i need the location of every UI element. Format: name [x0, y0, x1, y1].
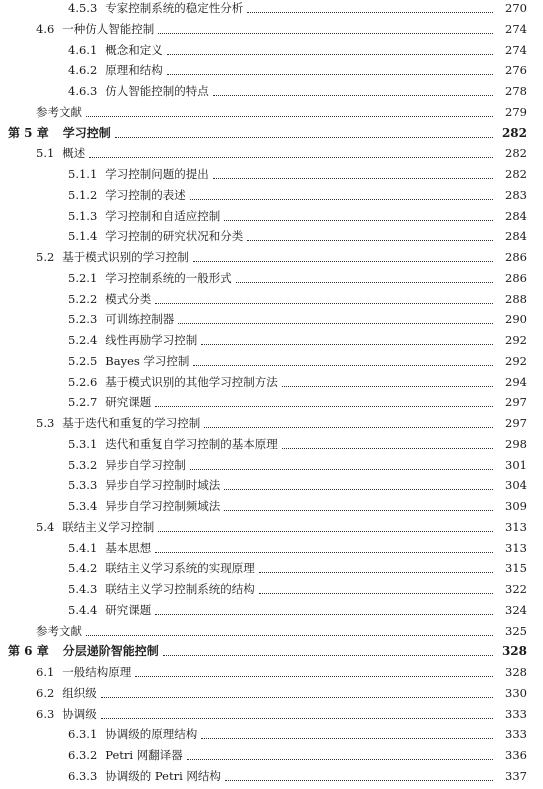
toc-entry-title: 一种仿人智能控制: [62, 21, 155, 36]
toc-entry-title: 参考文献: [36, 623, 82, 638]
toc-entry-number: 5.1.2: [68, 187, 98, 202]
toc-entry: [0, 661, 543, 683]
dot-leader: [155, 613, 493, 615]
dot-leader: [163, 654, 493, 656]
toc-entry-page-number: 324: [505, 602, 527, 617]
toc-entry-page-number: 322: [505, 582, 527, 596]
dot-leader: [135, 675, 493, 677]
toc-entry-page-number: 286: [505, 270, 527, 285]
toc-entry: [0, 391, 543, 413]
dot-leader: [204, 426, 493, 428]
dot-leader: [247, 239, 493, 241]
dot-leader: [101, 717, 493, 719]
dot-leader: [155, 551, 493, 553]
dot-leader: [193, 260, 493, 262]
toc-entry-page-number: 336: [505, 748, 527, 762]
toc-entry-number: 5.1.4: [68, 229, 98, 244]
toc-entry-title: 原理和结构: [105, 63, 163, 78]
toc-entry-title: 研究课题: [105, 602, 152, 617]
toc-entry: [0, 433, 543, 455]
toc-entry-title: 联结主义学习系统的实现原理: [105, 561, 255, 576]
toc-entry-number: 6.1: [36, 665, 55, 679]
toc-entry-title: 协调级的原理结构: [105, 727, 198, 742]
toc-entry: [0, 537, 543, 559]
toc-entry-page-number: 337: [505, 768, 527, 783]
toc-entry-page-number: 282: [501, 125, 527, 140]
toc-entry-page-number: 292: [505, 333, 527, 347]
toc-entry: [0, 620, 543, 642]
toc-entry-number: 6.3.2: [68, 748, 98, 762]
dot-leader: [259, 571, 493, 573]
toc-entry-page-number: 290: [505, 312, 527, 327]
toc-entry-number: 5.3.2: [68, 457, 98, 472]
dot-leader: [224, 488, 493, 490]
dot-leader: [247, 11, 493, 13]
toc-entry-page-number: 284: [505, 229, 527, 244]
dot-leader: [224, 509, 493, 511]
dot-leader: [213, 94, 493, 96]
toc-entry-number: 第 5 章: [8, 125, 49, 140]
toc-entry-number: 5.4.4: [68, 602, 98, 617]
toc-entry-title: 学习控制问题的提出: [105, 167, 209, 181]
toc-entry-page-number: 328: [505, 665, 527, 679]
dot-leader: [225, 779, 493, 781]
toc-entry: [0, 267, 543, 289]
toc-entry-title: 基本思想: [105, 540, 152, 555]
dot-leader: [158, 530, 493, 532]
dot-leader: [86, 634, 493, 636]
dot-leader: [236, 281, 493, 283]
toc-entry-number: 5.2.7: [68, 395, 98, 410]
toc-entry-title: 异步自学习控制时域法: [105, 478, 221, 493]
toc-entry-number: 6.3: [36, 706, 55, 721]
toc-entry-number: 5.4.3: [68, 582, 98, 596]
dot-leader: [155, 302, 493, 304]
toc-entry-title: 基于迭代和重复的学习控制: [62, 416, 201, 430]
toc-entry-title: 组织级: [62, 685, 97, 700]
toc-entry-number: 6.3.1: [68, 727, 98, 742]
toc-entry-page-number: 270: [505, 1, 527, 15]
toc-entry: [0, 371, 543, 393]
toc-entry-title: 仿人智能控制的特点: [105, 84, 209, 98]
toc-entry-page-number: 282: [505, 167, 527, 181]
toc-entry-title: 可训练控制器: [105, 312, 175, 327]
toc-entry: [0, 495, 543, 517]
toc-entry-number: 5.4: [36, 519, 55, 534]
dot-leader: [178, 322, 493, 324]
toc-entry-page-number: 279: [505, 104, 527, 119]
toc-entry-title: 研究课题: [105, 395, 152, 410]
toc-entry-page-number: 274: [505, 21, 527, 36]
toc-entry-page-number: 297: [505, 416, 527, 430]
toc-entry: [0, 308, 543, 330]
toc-entry-title: 学习控制和自适应控制: [105, 208, 221, 223]
toc-entry-page-number: 325: [505, 623, 527, 638]
toc-entry-title: 概念和定义: [105, 42, 163, 57]
toc-entry: [0, 288, 543, 310]
toc-entry: [0, 744, 543, 766]
toc-entry-number: 4.5.3: [68, 1, 98, 15]
toc-entry-page-number: 304: [505, 478, 527, 493]
toc-entry-number: 5.3.4: [68, 499, 98, 513]
dot-leader: [213, 177, 493, 179]
toc-entry-title: 基于模式识别的其他学习控制方法: [105, 374, 278, 389]
toc-entry: [0, 516, 543, 538]
toc-entry: [0, 18, 543, 40]
dot-leader: [158, 32, 493, 34]
toc-entry-title: 协调级的 Petri 网结构: [105, 768, 221, 783]
toc-entry-number: 5.4.2: [68, 561, 98, 576]
toc-entry: [0, 329, 543, 351]
dot-leader: [89, 156, 493, 158]
toc-entry-page-number: 301: [505, 457, 527, 472]
dot-leader: [167, 73, 493, 75]
dot-leader: [101, 696, 493, 698]
toc-entry-page-number: 294: [505, 374, 527, 389]
toc-entry: [0, 557, 543, 579]
toc-entry-title: 学习控制: [62, 125, 111, 140]
toc-entry-title: 专家控制系统的稳定性分析: [105, 1, 244, 15]
toc-entry-page-number: 315: [505, 561, 527, 576]
toc-entry: [0, 184, 543, 206]
dot-leader: [282, 447, 493, 449]
toc-entry-title: 联结主义学习控制系统的结构: [105, 582, 255, 596]
toc-entry-title: 学习控制系统的一般形式: [105, 270, 232, 285]
toc-entry-number: 5.2.6: [68, 374, 98, 389]
dot-leader: [167, 53, 493, 55]
toc-entry-number: 5.1.1: [68, 167, 98, 181]
toc-entry: [0, 80, 543, 102]
toc-entry-title: 线性再励学习控制: [105, 333, 198, 347]
dot-leader: [86, 115, 493, 117]
toc-entry-page-number: 276: [505, 63, 527, 78]
dot-leader: [155, 405, 493, 407]
toc-entry: [0, 59, 543, 81]
toc-entry: [0, 39, 543, 61]
dot-leader: [259, 592, 493, 594]
toc-entry-number: 5.2.2: [68, 291, 98, 306]
toc-entry-title: 异步自学习控制: [105, 457, 186, 472]
toc-entry: [0, 350, 543, 372]
toc-entry-title: 学习控制的表述: [105, 187, 186, 202]
toc-entry-title: 分层递阶智能控制: [62, 644, 159, 659]
toc-entry: [0, 599, 543, 621]
toc-entry-number: 6.2: [36, 685, 55, 700]
toc-entry-number: 4.6.1: [68, 42, 98, 57]
toc-entry: [0, 723, 543, 745]
toc-entry-page-number: 288: [505, 291, 527, 306]
toc-entry-page-number: 313: [505, 519, 527, 534]
toc-entry: [0, 412, 543, 434]
toc-entry: [0, 578, 543, 600]
toc-entry-page-number: 330: [505, 685, 527, 700]
dot-leader: [201, 343, 493, 345]
toc-entry-number: 第 6 章: [8, 644, 49, 659]
dot-leader: [190, 198, 493, 200]
toc-entry-title: 基于模式识别的学习控制: [62, 250, 189, 264]
toc-entry: [0, 246, 543, 268]
toc-entry-page-number: 286: [505, 250, 527, 264]
toc-entry: [0, 703, 543, 725]
dot-leader: [187, 758, 493, 760]
toc-entry-number: 5.4.1: [68, 540, 98, 555]
dot-leader: [190, 468, 493, 470]
toc-entry: [0, 163, 543, 185]
toc-entry-title: 参考文献: [36, 104, 82, 119]
toc-chapter-entry: [0, 640, 543, 662]
dot-leader: [115, 136, 493, 138]
toc-entry-page-number: 282: [505, 146, 527, 161]
toc-entry-number: 5.1.3: [68, 208, 98, 223]
toc-entry-page-number: 297: [505, 395, 527, 410]
toc-entry: [0, 474, 543, 496]
dot-leader: [282, 385, 493, 387]
toc-entry-page-number: 283: [505, 187, 527, 202]
toc-entry: [0, 454, 543, 476]
toc-entry-page-number: 333: [505, 727, 527, 742]
toc-entry-page-number: 278: [505, 84, 527, 98]
toc-entry-page-number: 328: [501, 644, 527, 659]
toc-entry: [0, 205, 543, 227]
toc-chapter-entry: [0, 122, 543, 144]
toc-entry: [0, 682, 543, 704]
toc-entry-title: Bayes 学习控制: [105, 353, 190, 368]
toc-entry-number: 5.1: [36, 146, 55, 161]
toc-entry-number: 5.3: [36, 416, 55, 430]
toc-entry: [0, 142, 543, 164]
toc-entry-page-number: 333: [505, 706, 527, 721]
toc-entry-title: 模式分类: [105, 291, 152, 306]
toc-entry-number: 5.3.1: [68, 436, 98, 451]
toc-entry-number: 6.3.3: [68, 768, 98, 783]
toc-entry-title: 联结主义学习控制: [62, 519, 155, 534]
dot-leader: [193, 364, 493, 366]
toc-entry-title: 概述: [62, 146, 86, 161]
toc-entry-title: 迭代和重复自学习控制的基本原理: [105, 436, 278, 451]
toc-entry: [0, 0, 543, 19]
toc-entry-number: 5.2.3: [68, 312, 98, 327]
dot-leader: [224, 219, 493, 221]
toc-entry-number: 5.2.5: [68, 353, 98, 368]
toc-entry-title: 协调级: [62, 706, 97, 721]
toc-entry-number: 4.6: [36, 21, 55, 36]
toc-entry-number: 4.6.3: [68, 84, 98, 98]
toc-entry-page-number: 313: [505, 540, 527, 555]
toc-entry-page-number: 284: [505, 208, 527, 223]
toc-entry-number: 5.3.3: [68, 478, 98, 493]
toc-entry-title: 学习控制的研究状况和分类: [105, 229, 244, 244]
toc-entry-number: 4.6.2: [68, 63, 98, 78]
toc-entry-title: 异步自学习控制频域法: [105, 499, 221, 513]
dot-leader: [201, 737, 493, 739]
toc-entry-page-number: 298: [505, 436, 527, 451]
toc-entry-number: 5.2.4: [68, 333, 98, 347]
toc-entry-page-number: 309: [505, 499, 527, 513]
toc-entry-page-number: 292: [505, 353, 527, 368]
toc-entry-title: 一般结构原理: [62, 665, 132, 679]
toc-entry-number: 5.2: [36, 250, 55, 264]
toc-entry: [0, 225, 543, 247]
toc-entry-title: Petri 网翻译器: [105, 748, 183, 762]
toc-entry-page-number: 274: [505, 42, 527, 57]
toc-entry: [0, 101, 543, 123]
toc-entry: [0, 765, 543, 787]
toc-entry-number: 5.2.1: [68, 270, 98, 285]
